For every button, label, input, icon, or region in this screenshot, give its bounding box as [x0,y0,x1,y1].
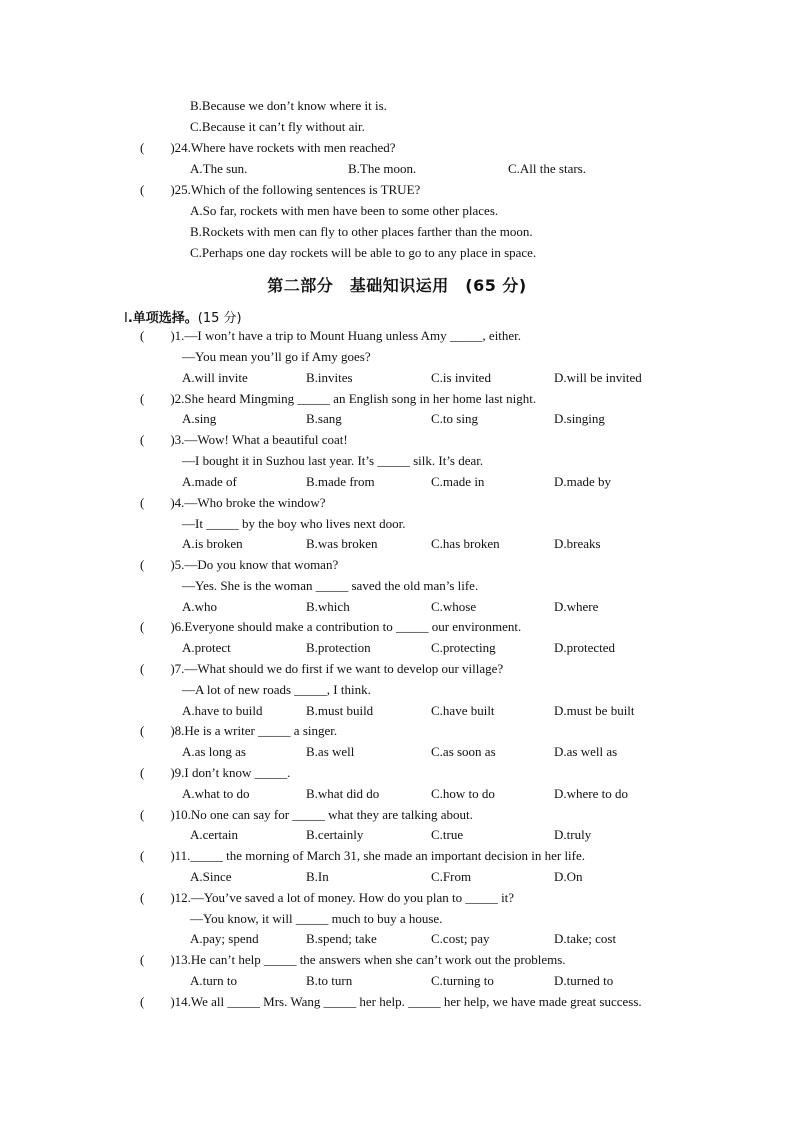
option: A.what to do [182,786,250,801]
option: C.how to do [431,786,495,801]
option: A.turn to [190,973,237,988]
option: C.as soon as [431,744,496,759]
option: B.In [306,869,329,884]
option: C.All the stars. [508,161,586,176]
section-numeral: Ⅰ [124,311,128,326]
question-stem: ( )14.We all _____ Mrs. Wang _____ her help. _____ her help, we have made great success. [140,994,642,1009]
option: B.invites [306,370,353,385]
option: B.certainly [306,827,364,842]
option: C.made in [431,474,485,489]
question-line: —I bought it in Suzhou last year. It’s _____ silk. It’s dear. [182,453,484,468]
option: A.will invite [182,370,248,385]
option-line: C.Perhaps one day rockets will be able to go to any place in space. [190,245,537,260]
option: B.sang [306,411,342,426]
option: D.singing [554,411,605,426]
option: D.where [554,599,599,614]
question-stem: ( )2.She heard Mingming _____ an English song in her home last night. [140,391,537,406]
section-heading [124,307,242,326]
option: C.whose [431,599,477,614]
question-stem: ( )10.No one can say for _____ what they are talking about. [140,807,473,822]
option: D.On [554,869,583,884]
question-stem: ( )9.I don’t know _____. [140,765,291,780]
option-line: B.Rockets with men can fly to other places farther than the moon. [190,224,533,239]
option: A.as long as [182,744,246,759]
question-stem: ( )5.—Do you know that woman? [140,557,339,572]
option: A.protect [182,640,231,655]
option: B.what did do [306,786,380,801]
question-stem: ( )3.—Wow! What a beautiful coat! [140,432,348,447]
question-stem: ( )7.—What should we do first if we want to develop our village? [140,661,504,676]
section-title: .单项选择。 [127,311,198,326]
option: C.turning to [431,973,494,988]
question-stem: ( )11._____ the morning of March 31, she made an important decision in her life. [140,848,586,863]
option: B.made from [306,474,375,489]
option: A.pay; spend [190,931,259,946]
option: B.as well [306,744,355,759]
question-stem: ( )4.—Who broke the window? [140,495,326,510]
question-line: —You mean you’ll go if Amy goes? [182,349,371,364]
option: A.sing [182,411,217,426]
option-line: A.So far, rockets with men have been to some other places. [190,203,499,218]
option: D.take; cost [554,931,617,946]
option: C.protecting [431,640,496,655]
option: D.truly [554,827,592,842]
question-stem: ( )24.Where have rockets with men reached? [140,140,396,155]
option: B.protection [306,640,371,655]
option-line: C.Because it can’t fly without air. [190,119,365,134]
option: C.has broken [431,536,500,551]
option: B.The moon. [348,161,417,176]
option: C.to sing [431,411,478,426]
part-title: 第二部分 基础知识运用 (65 分) [267,276,527,295]
option: A.is broken [182,536,243,551]
option: D.will be invited [554,370,642,385]
option: A.The sun. [190,161,248,176]
question-stem: ( )13.He can’t help _____ the answers when she can’t work out the problems. [140,952,566,967]
option: A.certain [190,827,239,842]
option: D.as well as [554,744,618,759]
question-stem: ( )12.—You’ve saved a lot of money. How do you plan to _____ it? [140,890,515,905]
option: C.have built [431,703,495,718]
option: D.turned to [554,973,614,988]
option: D.must be built [554,703,635,718]
option: B.must build [306,703,374,718]
section-score: (15 分) [197,311,242,326]
option: B.to turn [306,973,353,988]
option: D.where to do [554,786,629,801]
option: B.spend; take [306,931,377,946]
question-stem: ( )1.—I won’t have a trip to Mount Huang unless Amy _____, either. [140,328,522,343]
question-stem: ( )25.Which of the following sentences is TRUE? [140,182,421,197]
option: A.have to build [182,703,263,718]
option: A.Since [190,869,232,884]
option-line: B.Because we don’t know where it is. [190,98,387,113]
option: C.is invited [431,370,491,385]
question-stem: ( )6.Everyone should make a contribution to _____ our environment. [140,619,522,634]
question-line: —Yes. She is the woman _____ saved the old man’s life. [182,578,479,593]
option: A.made of [182,474,237,489]
option: C.From [431,869,472,884]
question-line: —You know, it will _____ much to buy a house. [190,911,443,926]
option: D.made by [554,474,612,489]
option: A.who [182,599,218,614]
option: B.which [306,599,350,614]
option: B.was broken [306,536,378,551]
option: C.cost; pay [431,931,490,946]
option: D.breaks [554,536,601,551]
option: D.protected [554,640,616,655]
option: C.true [431,827,464,842]
question-line: —A lot of new roads _____, I think. [182,682,371,697]
question-line: —It _____ by the boy who lives next door. [182,516,406,531]
question-stem: ( )8.He is a writer _____ a singer. [140,723,338,738]
